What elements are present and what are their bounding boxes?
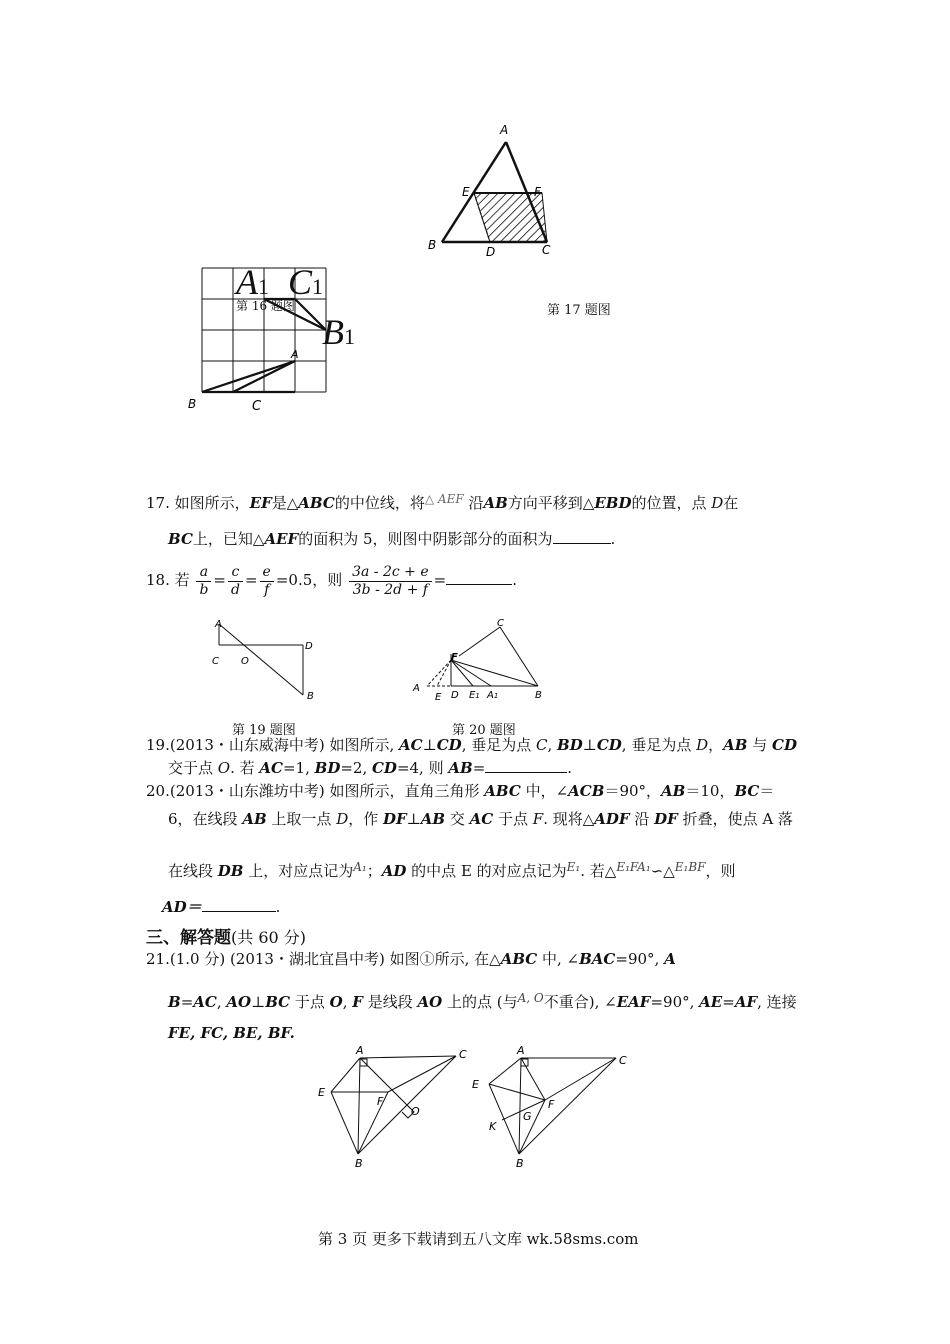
fig17-label-E: E: [462, 185, 470, 199]
fig16-big-label-B1: B1: [322, 312, 355, 352]
q17-inline-formula-image: △ AEF: [424, 492, 464, 506]
fig21b-label-K: K: [489, 1120, 497, 1133]
q19-line2: 交于点 O. 若 AC=1, BD=2, CD=4, 则 AB= .: [168, 759, 573, 777]
q18-line: 18. 若 $\frac{a}{b}$ = $\frac{c}{d}$ = $\frac{e}{f}$ =0.5，则 $\frac{3a - 2c + e}{3b - 2d + f}$ = .: [146, 563, 517, 598]
section-3-title: 三、解答题(共 60 分): [146, 928, 307, 948]
q21-line2: B=AC, AO⊥BC 于点 O, F 是线段 AO 上的点 (与$^{A, O}$不重合), ∠EAF=90°, AE=AF, 连接: [168, 991, 797, 1011]
fig17-label-A: A: [500, 123, 509, 137]
fig21b-label-C: C: [619, 1054, 627, 1067]
fig21a-label-F: F: [377, 1095, 384, 1108]
fig16-caption-overlap: 第 16 题图: [236, 299, 295, 313]
fig17-label-D: D: [486, 245, 496, 259]
q20-answer-blank[interactable]: [202, 897, 276, 912]
fig20-label-A: A: [413, 683, 420, 694]
fig16-label-B: B: [188, 397, 197, 411]
q17-answer-blank[interactable]: [553, 529, 611, 544]
q17-line1: 17. 如图所示，EF是△ABC的中位线，将$^{\triangle AEF}$ 沿AB方向平移到△EBD的位置，点 D在: [146, 492, 739, 512]
figure-17: [420, 118, 570, 263]
fig19-label-A: A: [215, 619, 222, 630]
q19-answer-blank[interactable]: [485, 758, 567, 773]
fig17-label-F: F: [534, 185, 541, 199]
q19-line1: 19.(2013・山东威海中考) 如图所示, AC⊥CD, 垂足为点 C, BD⊥CD, 垂足为点 D，AB 与 CD: [146, 736, 797, 754]
fig21a-label-C: C: [459, 1048, 467, 1061]
fig20-label-E: E: [435, 692, 442, 703]
fig21b-label-E: E: [472, 1078, 479, 1091]
fig20-label-D: D: [451, 690, 459, 701]
fig16-big-label-C1: C1: [288, 262, 324, 302]
q21-line3: FE, FC, BE, BF.: [168, 1024, 295, 1042]
fig21a-label-E: E: [318, 1086, 325, 1099]
fig19-label-O: O: [241, 656, 249, 667]
fig21a-label-B: B: [355, 1157, 363, 1170]
q21-line1: 21.(1.0 分) (2013・湖北宜昌中考) 如图①所示, 在△ABC 中, ∠BAC=90°, A: [146, 950, 676, 968]
q20-line2: 6，在线段 AB 上取一点 D，作 DF⊥AB 交 AC 于点 F. 现将△ADF 沿 DF 折叠，使点 A 落: [168, 810, 793, 828]
fig19-label-B: B: [307, 691, 314, 702]
fig21b-label-G: G: [523, 1110, 532, 1123]
fig16-big-label-A1: A1: [236, 262, 269, 302]
fig20-label-F: F: [451, 652, 458, 663]
q20-line4: AD＝ .: [162, 898, 281, 916]
fig16-label-C: C: [252, 399, 262, 414]
q20-line3: 在线段 DB 上，对应点记为$^{A_1}$；AD 的中点 E 的对应点记为$^{E_1}$. 若△$^{E_1FA_1}$∽△$^{E_1BF}$，则: [168, 860, 736, 880]
fig19-label-D: D: [305, 641, 313, 652]
q17-line2: BC上，已知△AEF的面积为 5，则图中阴影部分的面积为 .: [168, 530, 616, 548]
figure-20: [405, 616, 555, 708]
fig17-label-C: C: [542, 243, 551, 257]
q20-line1: 20.(2013・山东潍坊中考) 如图所示，直角三角形 ABC 中，∠ACB＝90°，AB＝10，BC＝: [146, 782, 775, 800]
fig16-label-A: A: [291, 348, 299, 361]
fig20-label-A1: A1: [487, 690, 499, 701]
fig21b-label-B: B: [516, 1157, 524, 1170]
fig21b-label-F: F: [548, 1098, 555, 1111]
fig17-caption: 第 17 题图: [547, 303, 611, 318]
page-footer: 第 3 页 更多下载请到五八文库 wk.58sms.com: [318, 1230, 639, 1248]
fig21a-label-O: O: [411, 1105, 420, 1118]
fig20-caption: 第 20 题图: [452, 723, 516, 738]
fig20-label-E1: E1: [469, 690, 480, 701]
fig19-caption: 第 19 题图: [232, 723, 296, 738]
fig17-label-B: B: [428, 238, 437, 252]
figure-21b: [465, 1042, 640, 1170]
figure-21a: [310, 1042, 485, 1170]
fig19-label-C: C: [212, 656, 219, 667]
fig20-label-B: B: [535, 690, 542, 701]
fig20-label-C: C: [497, 618, 504, 629]
fig21b-label-A: A: [517, 1044, 525, 1057]
q18-answer-blank[interactable]: [446, 570, 512, 585]
fig21a-label-A: A: [356, 1044, 364, 1057]
figure-19: [205, 612, 325, 704]
